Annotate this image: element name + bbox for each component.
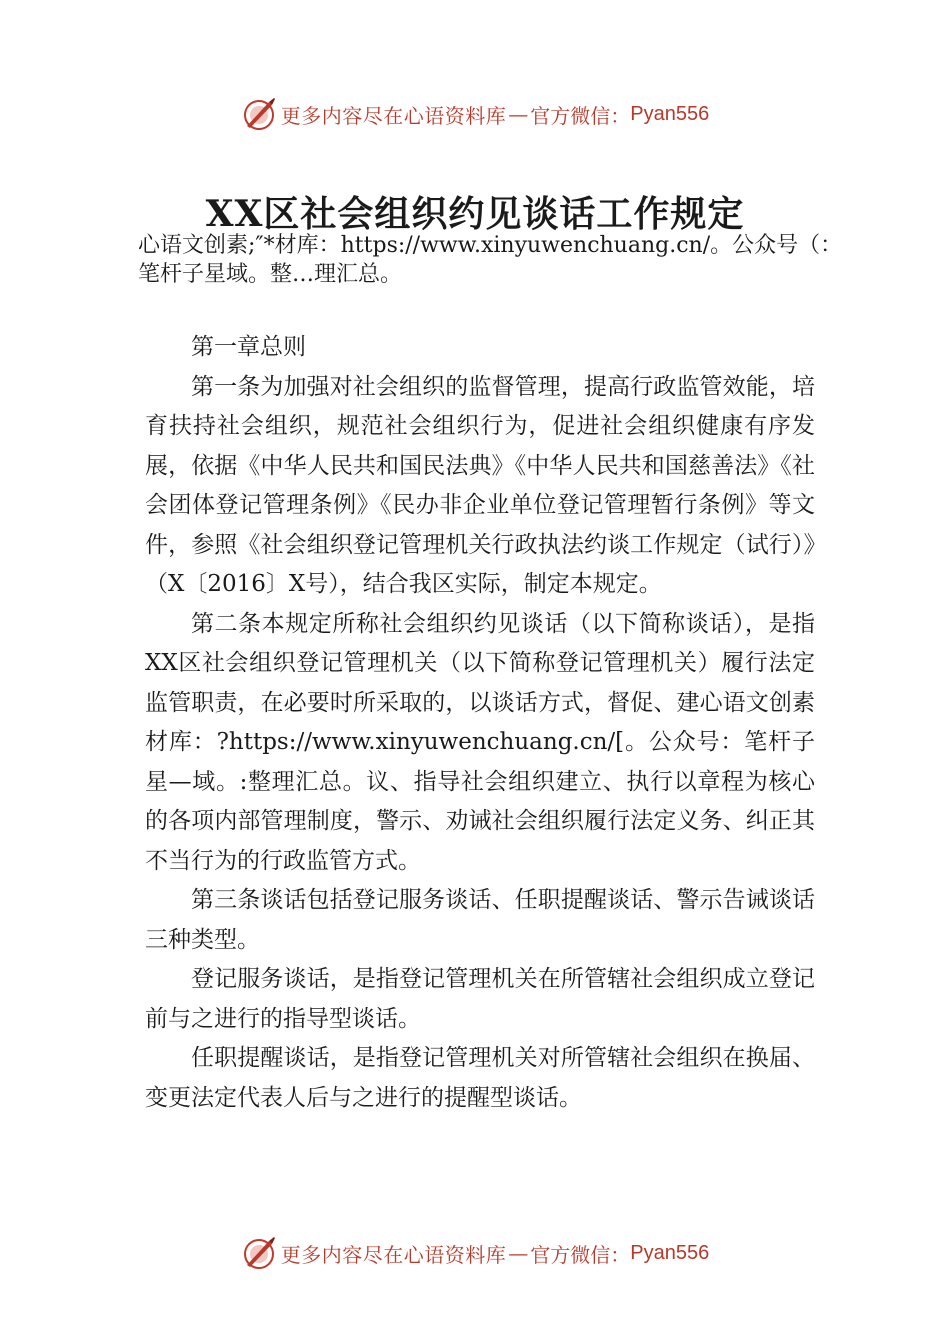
banner-text: 更多内容尽在心语资料库: [280, 103, 507, 128]
document-title: XX区社会组织约见谈话工作规定: [205, 193, 745, 235]
document-body: [145, 328, 815, 1118]
chapter-heading: 第一章总则: [191, 334, 306, 360]
footer-banner: [0, 1233, 950, 1273]
paragraph: 任职提醒谈话，是指登记管理机关对所管辖社会组织在换届、变更法定代表人后与之进行的提醒型谈话。: [145, 1045, 815, 1111]
banner-text: 更多内容尽在心语资料库: [280, 1242, 507, 1267]
brush-logo-icon: [241, 1235, 277, 1271]
brush-logo-icon: [241, 96, 277, 132]
banner-account: Pyan556: [630, 1241, 710, 1264]
paragraph: 登记服务谈话，是指登记管理机关在所管辖社会组织成立登记前与之进行的指导型谈话。: [145, 966, 815, 1032]
paragraph: 第一条为加强对社会组织的监督管理，提高行政监管效能，培育扶持社会组织，规范社会组织行为，促进社会组织健康有序发展，依据《中华人民共和国民法典》《中华人民共和国慈善法》《社会团体登记管理条例》《民办非企业单位登记管理暂行条例》等文件，参照《社会组织登记管理机关行政执法约谈工作规定（试行）》（X〔2016〕X号），结合我区实际，制定本规定。: [145, 373, 815, 597]
header-banner: [0, 94, 950, 134]
banner-wechat-label: 官方微信：: [530, 1242, 631, 1267]
banner-account: Pyan556: [630, 102, 710, 125]
banner-dash: —: [508, 102, 529, 126]
banner-dash: —: [508, 1241, 529, 1265]
paragraph: 第二条本规定所称社会组织约见谈话（以下简称谈话），是指XX区社会组织登记管理机关（以下简称登记管理机关）履行法定监管职责，在必要时所采取的，以谈话方式，督促、建心语文创素材库：?https://www.xinyuwenchuang.cn/[。公众号：笔杆子星—域。:整理汇总。议、指导社会组织建立、执行以章程为核心的各项内部管理制度，警示、劝诫社会组织履行法定义务、纠正其不当行为的行政监管方式。: [145, 610, 815, 874]
banner-wechat-label: 官方微信：: [530, 103, 631, 128]
paragraph: 第三条谈话包括登记服务谈话、任职提醒谈话、警示告诫谈话三种类型。: [145, 887, 815, 953]
source-line: 心语文创素;″*材库：https://www.xinyuwenchuang.cn/。公众号（：笔杆子星域。整…理汇总。: [138, 233, 843, 287]
